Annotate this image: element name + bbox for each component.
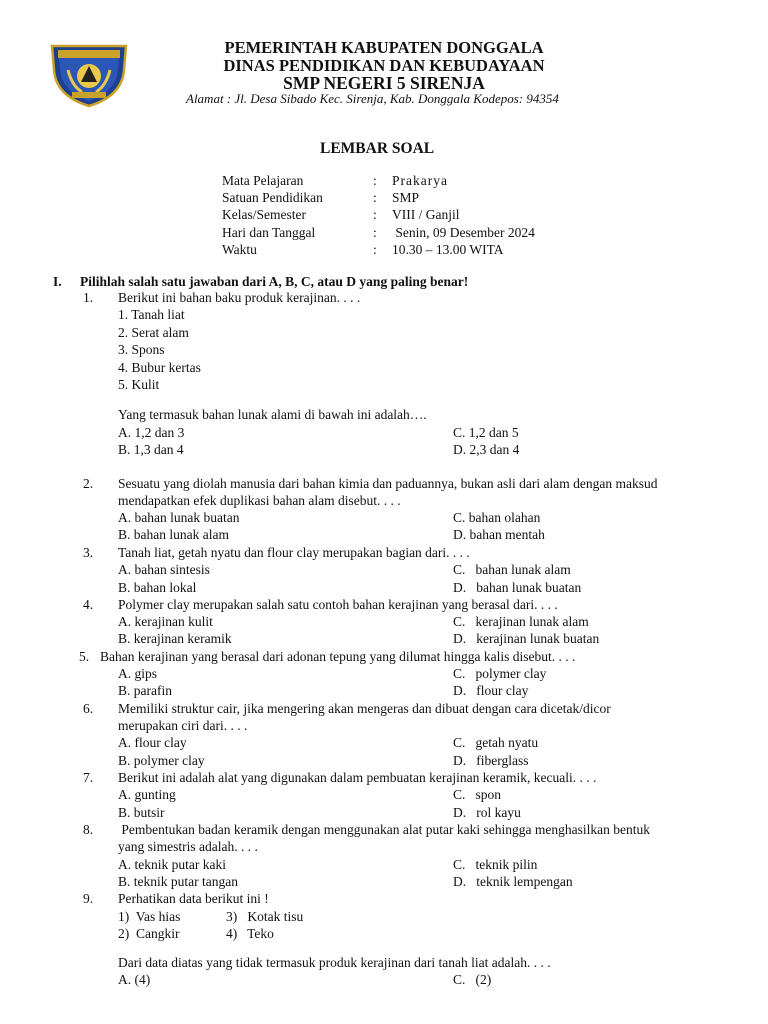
meta-label: Mata Pelajaran [222, 173, 304, 188]
meta-label: Waktu [222, 242, 257, 257]
option-a: A. gips [118, 666, 158, 681]
question-text: yang simestris adalah. . . . [118, 839, 258, 854]
question-text: Perhatikan data berikut ini ! [118, 891, 269, 906]
option-b: B. kerajinan keramik [118, 631, 232, 646]
option-a: A. (4) [118, 972, 151, 987]
option-a: A. gunting [118, 787, 176, 802]
option-b: B. polymer clay [118, 753, 205, 768]
regency-logo [48, 40, 130, 108]
meta-colon: : [373, 207, 377, 222]
question-number: 8. [83, 822, 94, 837]
question-prompt: Dari data diatas yang tidak termasuk produk kerajinan dari tanah liat adalah. . . . [118, 955, 551, 970]
option-b: B. teknik putar tangan [118, 874, 238, 889]
option-c: C. (2) [453, 972, 492, 987]
option-c: C. getah nyatu [453, 735, 539, 750]
option-d: D. flour clay [453, 683, 529, 698]
meta-label: Kelas/Semester [222, 207, 306, 222]
question-text: Memiliki struktur cair, jika mengering akan mengeras dan dibuat dengan cara dicetak/dicor [118, 701, 611, 716]
list-item: 3. Spons [118, 342, 165, 357]
question-number: 6. [83, 701, 94, 716]
option-b: B. 1,3 dan 4 [118, 442, 184, 457]
question-prompt: Yang termasuk bahan lunak alami di bawah ini adalah…. [118, 407, 427, 422]
meta-value: 10.30 – 13.00 WITA [392, 242, 504, 257]
data-item: 1) Vas hias [118, 909, 181, 924]
question-number: 2. [83, 476, 94, 491]
option-b: B. bahan lokal [118, 580, 197, 595]
option-c: C. bahan lunak alam [453, 562, 571, 577]
meta-label: Hari dan Tanggal [222, 225, 316, 240]
option-a: A. flour clay [118, 735, 187, 750]
option-a: A. bahan sintesis [118, 562, 210, 577]
header-address: Alamat : Jl. Desa Sibado Kec. Sirenja, Kab. Donggala Kodepos: 94354 [186, 91, 559, 106]
data-item: 4) Teko [226, 926, 274, 941]
question-text: Berikut ini adalah alat yang digunakan dalam pembuatan kerajinan keramik, kecuali. . . . [118, 770, 597, 785]
header-government: PEMERINTAH KABUPATEN DONGGALA [224, 38, 544, 57]
option-c: C. kerajinan lunak alam [453, 614, 589, 629]
question-number: 7. [83, 770, 94, 785]
option-c: C. bahan olahan [453, 510, 541, 525]
option-d: D. fiberglass [453, 753, 529, 768]
meta-value: SMP [392, 190, 420, 205]
section-number: I. [53, 274, 62, 289]
question-number: 3. [83, 545, 94, 560]
option-d: D. 2,3 dan 4 [453, 442, 520, 457]
list-item: 1. Tanah liat [118, 307, 185, 322]
option-d: D. rol kayu [453, 805, 521, 820]
question-number: 4. [83, 597, 94, 612]
option-a: A. teknik putar kaki [118, 857, 226, 872]
option-b: B. bahan lunak alam [118, 527, 229, 542]
meta-label: Satuan Pendidikan [222, 190, 323, 205]
question-text: Sesuatu yang diolah manusia dari bahan kimia dan paduannya, bukan asli dari alam dengan maksud [118, 476, 658, 491]
meta-colon: : [373, 242, 377, 257]
option-a: A. 1,2 dan 3 [118, 425, 185, 440]
option-d: D. bahan lunak buatan [453, 580, 582, 595]
section-instruction: Pilihlah salah satu jawaban dari A, B, C, atau D yang paling benar! [80, 274, 469, 289]
list-item: 5. Kulit [118, 377, 160, 392]
question-text: Pembentukan badan keramik dengan menggunakan alat putar kaki sehingga menghasilkan bentuk [118, 822, 650, 837]
data-item: 3) Kotak tisu [226, 909, 304, 924]
option-c: C. polymer clay [453, 666, 547, 681]
option-a: A. kerajinan kulit [118, 614, 213, 629]
option-d: D. teknik lempengan [453, 874, 573, 889]
option-a: A. bahan lunak buatan [118, 510, 240, 525]
question-text: Polymer clay merupakan salah satu contoh bahan kerajinan yang berasal dari. . . . [118, 597, 558, 612]
question-text: Berikut ini bahan baku produk kerajinan. . . . [118, 290, 361, 305]
option-c: C. spon [453, 787, 502, 802]
list-item: 2. Serat alam [118, 325, 189, 340]
data-item: 2) Cangkir [118, 926, 180, 941]
list-item: 4. Bubur kertas [118, 360, 201, 375]
question-text: mendapatkan efek duplikasi bahan alam disebut. . . . [118, 493, 401, 508]
option-c: C. teknik pilin [453, 857, 538, 872]
option-b: B. butsir [118, 805, 165, 820]
option-d: D. kerajinan lunak buatan [453, 631, 600, 646]
header-school: SMP NEGERI 5 SIRENJA [283, 73, 485, 93]
header-department: DINAS PENDIDIKAN DAN KEBUDAYAAN [223, 56, 545, 75]
question-text: merupakan ciri dari. . . . [118, 718, 248, 733]
meta-colon: : [373, 225, 377, 240]
option-d: D. bahan mentah [453, 527, 545, 542]
question-number: 5. [79, 649, 90, 664]
question-number: 1. [83, 290, 94, 305]
meta-colon: : [373, 173, 377, 188]
question-text: Bahan kerajinan yang berasal dari adonan tepung yang dilumat hingga kalis disebut. . . . [100, 649, 576, 664]
meta-value: VIII / Ganjil [392, 207, 460, 222]
question-number: 9. [83, 891, 94, 906]
meta-value: Senin, 09 Desember 2024 [392, 225, 535, 240]
meta-colon: : [373, 190, 377, 205]
option-b: B. parafin [118, 683, 172, 698]
meta-value: Prakarya [392, 173, 448, 188]
option-c: C. 1,2 dan 5 [453, 425, 519, 440]
question-text: Tanah liat, getah nyatu dan flour clay merupakan bagian dari. . . . [118, 545, 470, 560]
page-title: LEMBAR SOAL [320, 140, 435, 157]
